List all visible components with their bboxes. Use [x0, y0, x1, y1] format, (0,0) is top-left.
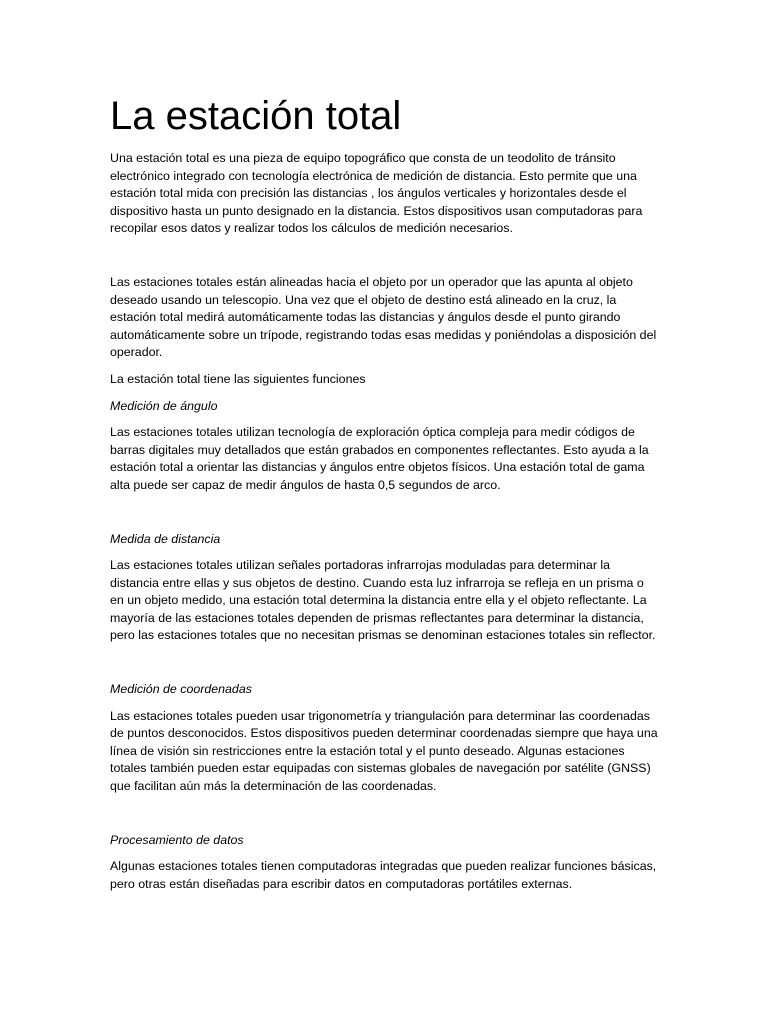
section-heading-coordinates: Medición de coordenadas	[110, 682, 252, 697]
section-heading-data-processing: Procesamiento de datos	[110, 832, 244, 847]
functions-lead: La estación total tiene las siguientes funciones	[110, 371, 366, 386]
section-body-data-processing: Algunas estaciones totales tienen computadoras integradas que pueden realizar funciones básicas, pero otras están diseñadas para escribir datos en computadoras portátiles externas.	[110, 859, 657, 891]
page-title: La estación total	[110, 94, 402, 138]
section-heading-angle: Medición de ángulo	[110, 398, 218, 413]
section-body-angle: Las estaciones totales utilizan tecnología de exploración óptica compleja para medir códigos de barras digitales muy detallados que están grabados en componentes reflectantes. Esto ayuda a la estación total a orientar las distancias y ángulos entre objetos físicos. Una estación total de gama alta puede ser capaz de medir ángulos de hasta 0,5 segundos de arco.	[110, 425, 649, 492]
intro-paragraph-2: Las estaciones totales están alineadas hacia el objeto por un operador que las apunta al objeto deseado usando un telescopio. Una vez que el objeto de destino está alineado en la cruz, la estación total medirá automáticamente todas las distancias y ángulos desde el punto girando automáticamente sobre un trípode, registrando todas esas medidas y poniéndolas a disposición del operador.	[110, 274, 657, 360]
section-heading-distance: Medida de distancia	[110, 531, 221, 546]
document-page	[110, 88, 660, 893]
section-body-coordinates: Las estaciones totales pueden usar trigonometría y triangulación para determinar las coordenadas de puntos desconocidos. Estos dispositivos pueden determinar coordenadas siempre que haya una línea de visión sin restricciones entre la estación total y el punto deseado. Algunas estaciones totales también pueden estar equipadas con sistemas globales de navegación por satélite (GNSS) que facilitan aún más la determinación de las coordenadas.	[110, 708, 658, 794]
intro-paragraph-1: Una estación total es una pieza de equipo topográfico que consta de un teodolito de tránsito electrónico integrado con tecnología electrónica de medición de distancia. Esto permite que una estación total mida con precisión las distancias , los ángulos verticales y horizontales desde el dispositivo hasta un punto designado en la distancia. Estos dispositivos usan computadoras para recopilar esos datos y realizar todos los cálculos de medición necesarios.	[110, 151, 643, 236]
section-body-distance: Las estaciones totales utilizan señales portadoras infrarrojas moduladas para determinar la distancia entre ellas y sus objetos de destino. Cuando esta luz infrarroja se refleja en un prisma o en un objeto medido, una estación total determina la distancia entre ella y el objeto reflectante. La mayoría de las estaciones totales dependen de prismas reflectantes para determinar la distancia, pero las estaciones totales que no necesitan prismas se denominan estaciones totales sin reflector.	[110, 558, 656, 643]
